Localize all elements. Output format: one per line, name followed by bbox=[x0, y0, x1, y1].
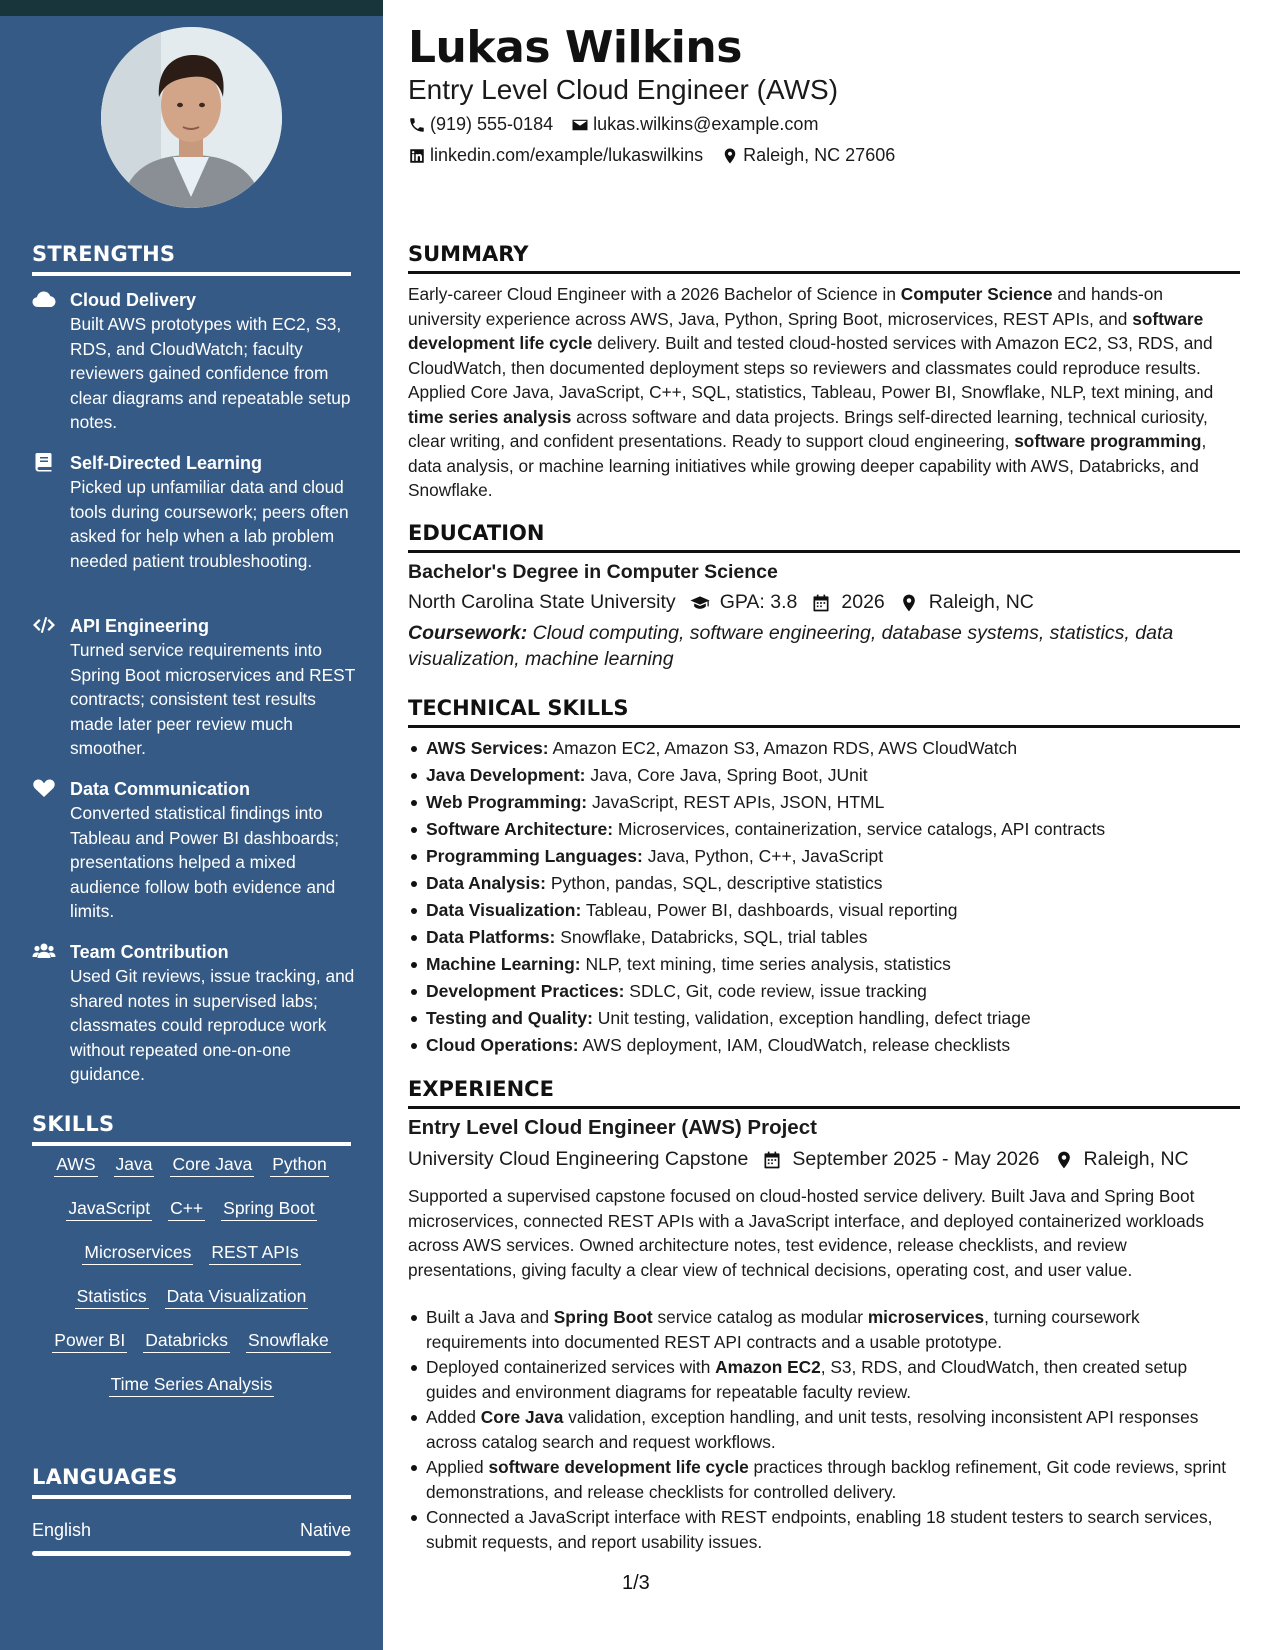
bullet-part: Connected a JavaScript interface with REST endpoints, enabling 18 student testers to search services, submit requests, and report usability issues. bbox=[426, 1507, 1213, 1552]
list-item bbox=[408, 762, 1240, 789]
skill-category: Data Platforms: bbox=[426, 927, 556, 947]
skill-tag: Core Java bbox=[170, 1153, 254, 1177]
skill-values: Java, Python, C++, JavaScript bbox=[642, 846, 884, 866]
school-text: North Carolina State University bbox=[408, 591, 676, 613]
experience-description: Supported a supervised capstone focused on cloud-hosted service delivery. Built Java and Spring Boot microservices, connected REST APIs with a JavaScript interface, and deployed containerized workloads across AWS services. Owned architecture notes, test evidence, release checklists, and review presentations, giving faculty a clear view of technical decisions, operating cost, and user value. bbox=[408, 1186, 1204, 1280]
skill-category: Machine Learning: bbox=[426, 954, 581, 974]
language-level-bar bbox=[32, 1551, 351, 1556]
summary-part-bold: Computer Science bbox=[900, 284, 1053, 304]
education-location-text: Raleigh, NC bbox=[928, 591, 1034, 613]
skill-tag: C++ bbox=[168, 1197, 205, 1221]
skill-tag: REST APIs bbox=[209, 1241, 300, 1265]
year-text: 2026 bbox=[841, 591, 885, 613]
users-icon bbox=[32, 941, 58, 961]
map-pin-icon bbox=[1054, 1150, 1074, 1170]
skill-tag: Time Series Analysis bbox=[109, 1373, 275, 1397]
experience-location bbox=[1054, 1148, 1189, 1171]
experience-org bbox=[408, 1148, 748, 1171]
skill-category: Programming Languages: bbox=[426, 846, 643, 866]
bullet-part: , S3, RDS, and CloudWatch, then created setup guides and environment diagrams for repeatable faculty review. bbox=[426, 1357, 1188, 1402]
summary-part: delivery. Built and tested cloud-hosted services with Amazon EC2, S3, RDS, and CloudWatch, then documented deployment steps so reviewers and classmates could reproduce results. Applied Core Java, JavaScript, C++, SQL, statistics, Tableau, Power BI, Snowflake, NLP, text mining, and bbox=[408, 333, 1214, 402]
skill-values: JavaScript, REST APIs, JSON, HTML bbox=[587, 792, 885, 812]
list-item bbox=[408, 1005, 1240, 1032]
bullet-part: validation, exception handling, and unit tests, resolving inconsistent API responses across catalog search and request workflows. bbox=[426, 1407, 1199, 1452]
skill-tag: Snowflake bbox=[246, 1329, 331, 1353]
coursework-label: Coursework: bbox=[408, 622, 528, 644]
book-icon bbox=[32, 452, 58, 472]
cloud-icon bbox=[32, 289, 58, 309]
summary-part: and hands-on university experience across AWS, Java, Python, Spring Boot, microservices, REST APIs, and bbox=[408, 284, 1164, 329]
email-text[interactable]: lukas.wilkins@example.com bbox=[593, 114, 819, 134]
list-item bbox=[408, 735, 1240, 762]
skill-values: Microservices, containerization, service catalogs, API contracts bbox=[613, 819, 1106, 839]
summary-part-bold: software development life cycle bbox=[408, 308, 1204, 353]
language-row bbox=[32, 1520, 351, 1541]
skill-tag: Statistics bbox=[75, 1285, 149, 1309]
code-icon bbox=[32, 615, 58, 635]
sidebar bbox=[0, 0, 383, 1650]
bullet-part: service catalog as modular bbox=[652, 1307, 868, 1327]
strength-item bbox=[32, 940, 362, 1087]
strength-item bbox=[32, 288, 362, 435]
skill-values: NLP, text mining, time series analysis, statistics bbox=[580, 954, 951, 974]
bullet-part: Built a Java and bbox=[426, 1307, 554, 1327]
graduation-cap-icon bbox=[690, 593, 710, 613]
skill-tag: Power BI bbox=[52, 1329, 127, 1353]
strength-description: Used Git reviews, issue tracking, and shared notes in supervised labs; classmates could reproduce work without repeated one-on-one guidance. bbox=[70, 966, 355, 1084]
skill-category: AWS Services: bbox=[426, 738, 549, 758]
candidate-name: Lukas Wilkins bbox=[408, 22, 742, 73]
skill-category: Data Analysis: bbox=[426, 873, 546, 893]
contact-location bbox=[721, 145, 895, 166]
strength-title: Self-Directed Learning bbox=[70, 453, 263, 473]
bullet-part-bold: microservices bbox=[867, 1307, 985, 1327]
skill-values: Tableau, Power BI, dashboards, visual reporting bbox=[581, 900, 958, 920]
technical-skills-heading: TECHNICAL SKILLS bbox=[408, 696, 1240, 728]
envelope-icon bbox=[571, 116, 589, 134]
skill-tag: Data Visualization bbox=[165, 1285, 309, 1309]
education-meta bbox=[408, 591, 1048, 614]
org-text: University Cloud Engineering Capstone bbox=[408, 1148, 749, 1170]
list-item bbox=[408, 951, 1240, 978]
education-degree: Bachelor's Degree in Computer Science bbox=[408, 561, 778, 583]
avatar bbox=[101, 27, 282, 208]
summary-part-bold: time series analysis bbox=[408, 406, 572, 427]
bullet-part-bold: Core Java bbox=[480, 1407, 564, 1427]
strength-item bbox=[32, 451, 362, 573]
education-gpa bbox=[690, 591, 798, 614]
skill-tag: Java bbox=[114, 1153, 155, 1177]
skill-category: Cloud Operations: bbox=[426, 1035, 579, 1055]
bullet-part: , turning coursework requirements into documented REST API contracts and a usable prototype. bbox=[426, 1307, 1140, 1352]
bullet-part: Deployed containerized services with bbox=[426, 1357, 716, 1377]
bullet-part: practices through backlog refinement, Git code reviews, sprint demonstrations, and release checklists for controlled delivery. bbox=[426, 1457, 1227, 1502]
list-item bbox=[408, 924, 1240, 951]
linkedin-text[interactable]: linkedin.com/example/lukaswilkins bbox=[430, 145, 704, 165]
list-item bbox=[408, 789, 1240, 816]
skill-values: AWS deployment, IAM, CloudWatch, release checklists bbox=[578, 1035, 1011, 1055]
list-item bbox=[408, 1305, 1240, 1354]
contact-row bbox=[408, 114, 836, 135]
strength-item bbox=[32, 614, 362, 761]
skill-tag: Spring Boot bbox=[221, 1197, 316, 1221]
strength-description: Turned service requirements into Spring Boot microservices and REST contracts; consistent test results made later peer review much smoother. bbox=[70, 640, 355, 758]
skill-tag: JavaScript bbox=[66, 1197, 152, 1221]
summary-part-bold: software programming bbox=[1014, 431, 1202, 451]
bullet-part-bold: Amazon EC2 bbox=[715, 1357, 821, 1377]
summary-part: , data analysis, or machine learning initiatives while growing deeper capability with AWS, Databricks, and Snowflake. bbox=[408, 431, 1207, 500]
strength-title: Data Communication bbox=[70, 779, 251, 799]
phone-icon bbox=[408, 116, 426, 134]
summary-part: Early-career Cloud Engineer with a 2026 Bachelor of Science in bbox=[408, 284, 901, 304]
skill-values: Python, pandas, SQL, descriptive statistics bbox=[545, 873, 883, 893]
strength-description: Built AWS prototypes with EC2, S3, RDS, and CloudWatch; faculty reviewers gained confidence from clear diagrams and repeatable setup notes. bbox=[70, 314, 351, 432]
phone-text: (919) 555-0184 bbox=[430, 114, 554, 134]
language-level: Native bbox=[299, 1520, 351, 1540]
skill-category: Development Practices: bbox=[426, 981, 625, 1001]
strength-title: API Engineering bbox=[70, 616, 210, 636]
list-item bbox=[408, 870, 1240, 897]
contact-linkedin[interactable] bbox=[408, 145, 703, 166]
skill-tag: Python bbox=[270, 1153, 328, 1177]
skills-heading: SKILLS bbox=[32, 1112, 351, 1146]
education-heading: EDUCATION bbox=[408, 521, 1240, 553]
summary-heading: SUMMARY bbox=[408, 242, 1240, 274]
heart-icon bbox=[32, 778, 58, 798]
experience-job-title: Entry Level Cloud Engineer (AWS) Project bbox=[408, 1116, 817, 1139]
bullet-part: Applied bbox=[426, 1457, 489, 1477]
bullet-part-bold: software development life cycle bbox=[488, 1457, 749, 1477]
list-item bbox=[408, 1505, 1240, 1554]
location-text: Raleigh, NC 27606 bbox=[743, 145, 896, 165]
page-number: 1/3 bbox=[622, 1572, 650, 1594]
experience-dates bbox=[762, 1148, 1039, 1171]
calendar-icon bbox=[762, 1150, 782, 1170]
list-item bbox=[408, 1455, 1240, 1504]
skill-values: SDLC, Git, code review, issue tracking bbox=[624, 981, 927, 1001]
skill-category: Testing and Quality: bbox=[426, 1008, 593, 1028]
list-item bbox=[408, 978, 1240, 1005]
strengths-heading: STRENGTHS bbox=[32, 242, 351, 276]
bullet-part: Added bbox=[426, 1407, 481, 1427]
skill-category: Software Architecture: bbox=[426, 819, 614, 839]
linkedin-icon bbox=[408, 147, 426, 165]
gpa-text: GPA: 3.8 bbox=[719, 591, 798, 613]
skill-category: Java Development: bbox=[426, 765, 586, 785]
contact-email[interactable] bbox=[571, 114, 818, 135]
experience-meta bbox=[408, 1148, 1203, 1171]
skill-tag: AWS bbox=[54, 1153, 97, 1177]
map-pin-icon bbox=[721, 147, 739, 165]
experience-bullets bbox=[408, 1305, 1240, 1555]
technical-skills-list bbox=[408, 735, 1240, 1059]
strength-title: Team Contribution bbox=[70, 942, 229, 962]
language-name: English bbox=[32, 1520, 92, 1540]
contact-row-2 bbox=[408, 145, 913, 166]
dates-text: September 2025 - May 2026 bbox=[792, 1148, 1040, 1170]
skill-values: Java, Core Java, Spring Boot, JUnit bbox=[585, 765, 868, 785]
coursework-text: Cloud computing, software engineering, database systems, statistics, data visualization, machine learning bbox=[408, 622, 1174, 670]
skill-values: Snowflake, Databricks, SQL, trial tables bbox=[555, 927, 868, 947]
skill-tag: Microservices bbox=[82, 1241, 193, 1265]
education-school bbox=[408, 591, 676, 614]
summary-part: across software and data projects. Brings self-directed learning, technical curiosity, clear writing, and confident presentations. Ready to support cloud engineering, bbox=[408, 406, 1208, 451]
experience-heading: EXPERIENCE bbox=[408, 1077, 1240, 1109]
skills-tag-cloud bbox=[32, 1153, 351, 1397]
map-pin-icon bbox=[899, 593, 919, 613]
list-item bbox=[408, 1405, 1240, 1454]
languages-heading: LANGUAGES bbox=[32, 1465, 351, 1499]
contact-phone bbox=[408, 114, 553, 135]
calendar-icon bbox=[811, 593, 831, 613]
list-item bbox=[408, 843, 1240, 870]
bullet-part-bold: Spring Boot bbox=[553, 1307, 653, 1327]
education-location bbox=[899, 591, 1034, 614]
strength-description: Converted statistical findings into Tableau and Power BI dashboards; presentations helped a mixed audience follow both evidence and limits. bbox=[70, 803, 339, 921]
skill-values: Amazon EC2, Amazon S3, Amazon RDS, AWS CloudWatch bbox=[548, 738, 1018, 758]
candidate-role: Entry Level Cloud Engineer (AWS) bbox=[408, 74, 839, 105]
strength-description: Picked up unfamiliar data and cloud tools during coursework; peers often asked for help when a lab problem needed patient troubleshooting. bbox=[70, 477, 349, 571]
education-coursework bbox=[408, 620, 1208, 672]
skill-category: Web Programming: bbox=[426, 792, 588, 812]
experience-location-text: Raleigh, NC bbox=[1083, 1148, 1189, 1170]
skill-category: Data Visualization: bbox=[426, 900, 582, 920]
sidebar-top-bar bbox=[0, 0, 383, 16]
list-item bbox=[408, 1355, 1240, 1404]
education-year bbox=[811, 591, 884, 614]
strength-title: Cloud Delivery bbox=[70, 290, 197, 310]
list-item bbox=[408, 897, 1240, 924]
skill-values: Unit testing, validation, exception handling, defect triage bbox=[592, 1008, 1031, 1028]
list-item bbox=[408, 1032, 1240, 1059]
skill-tag: Databricks bbox=[143, 1329, 230, 1353]
list-item bbox=[408, 816, 1240, 843]
strength-item bbox=[32, 777, 362, 924]
summary-text bbox=[408, 282, 1240, 503]
